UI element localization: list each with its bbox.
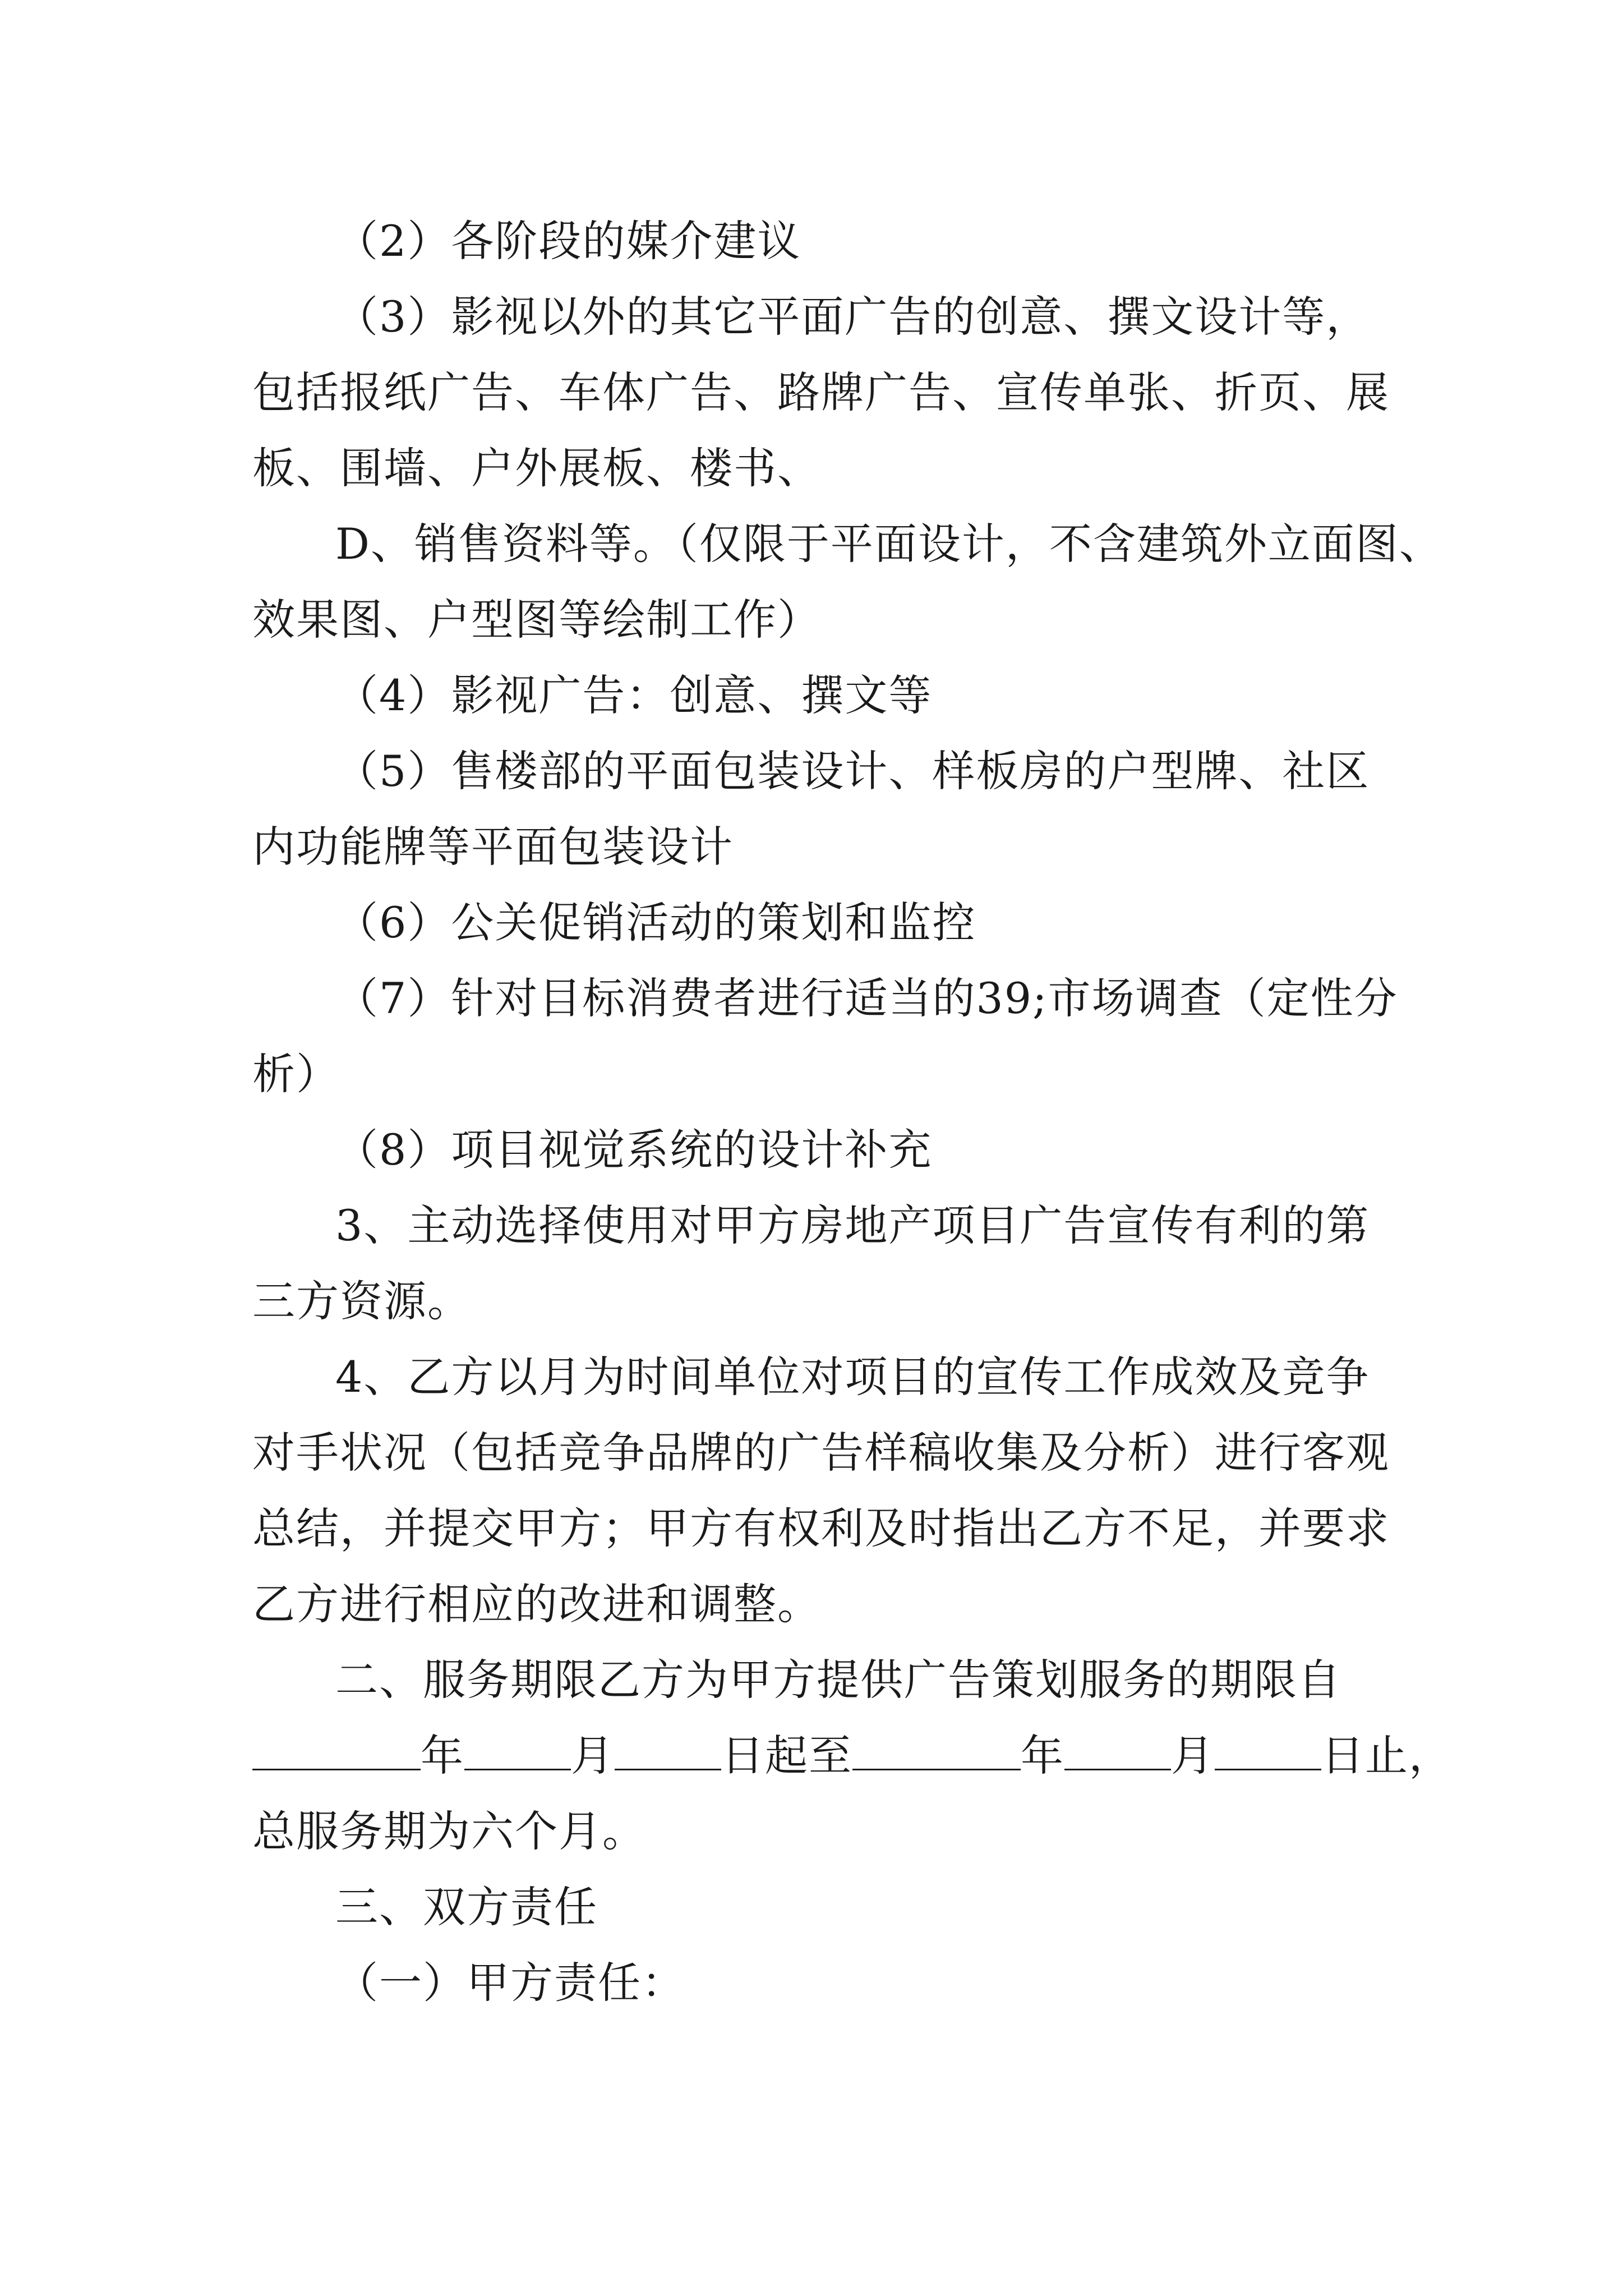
day-label: 日起至 [721, 1731, 852, 1780]
blank-start-year[interactable] [252, 1733, 421, 1770]
text-line: 包括报纸广告、车体广告、路牌广告、宣传单张、折页、展 [252, 367, 1390, 417]
date-range-line [252, 1731, 1453, 1781]
year-label: 年 [1021, 1731, 1064, 1780]
blank-start-month[interactable] [464, 1733, 571, 1770]
text-line: 析） [252, 1049, 340, 1099]
text-line: 效果图、户型图等绘制工作） [252, 595, 821, 645]
text-line: 三方资源。 [252, 1276, 471, 1326]
text-line: （4）影视广告：创意、撰文等 [335, 670, 933, 720]
text-line: （7）针对目标消费者进行适当的39;市场调查（定性分 [335, 973, 1398, 1023]
text-line: 3、主动选择使用对甲方房地产项目广告宣传有利的第 [335, 1200, 1370, 1250]
text-line: 总服务期为六个月。 [252, 1806, 646, 1856]
text-line: （8）项目视觉系统的设计补充 [335, 1125, 933, 1175]
text-line: 4、乙方以月为时间单位对项目的宣传工作成效及竞争 [335, 1352, 1370, 1402]
year-label: 年 [421, 1731, 464, 1780]
blank-end-day[interactable] [1215, 1733, 1321, 1770]
text-line: 乙方进行相应的改进和调整。 [252, 1579, 821, 1629]
blank-end-year[interactable] [852, 1733, 1021, 1770]
text-line: （2）各阶段的媒介建议 [335, 216, 801, 266]
subsection-heading: （一）甲方责任： [335, 1958, 685, 2008]
text-line: （5）售楼部的平面包装设计、样板房的户型牌、社区 [335, 746, 1370, 796]
text-line: 内功能牌等平面包装设计 [252, 822, 734, 872]
text-line: 总结，并提交甲方；甲方有权利及时指出乙方不足，并要求 [252, 1503, 1390, 1553]
text-line: （3）影视以外的其它平面广告的创意、撰文设计等， [335, 292, 1370, 342]
text-line: 板、围墙、户外展板、楼书、 [252, 443, 821, 493]
text-line: 对手状况（包括竞争品牌的广告样稿收集及分析）进行客观 [252, 1428, 1390, 1478]
blank-start-day[interactable] [615, 1733, 721, 1770]
day-label: 日止， [1321, 1731, 1453, 1780]
text-line: 二、服务期限乙方为甲方提供广告策划服务的期限自 [335, 1655, 1341, 1705]
month-label: 月 [1171, 1731, 1215, 1780]
month-label: 月 [571, 1731, 615, 1780]
text-line: （6）公关促销活动的策划和监控 [335, 898, 976, 947]
blank-end-month[interactable] [1064, 1733, 1171, 1770]
text-line: D、销售资料等。（仅限于平面设计，不含建筑外立面图、 [335, 519, 1443, 569]
section-heading: 三、双方责任 [335, 1882, 598, 1932]
